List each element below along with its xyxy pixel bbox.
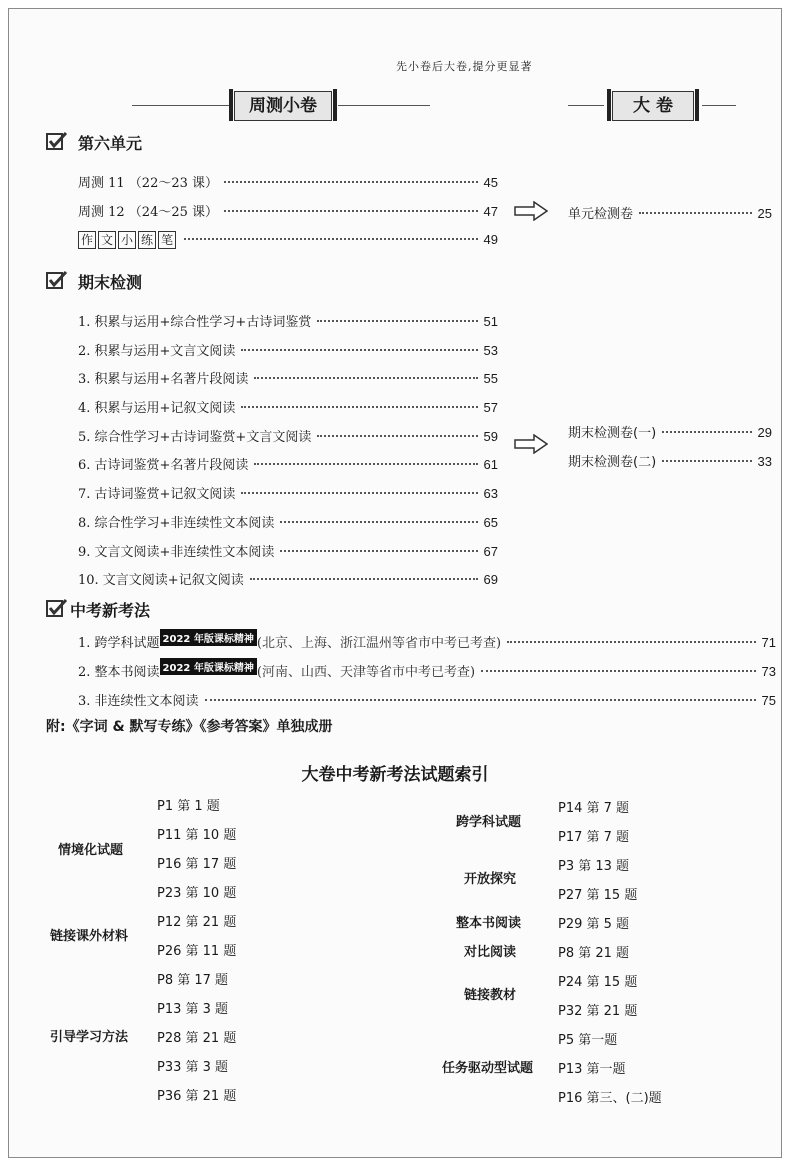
toc-page: 63	[483, 486, 498, 501]
leader-dots	[280, 521, 477, 523]
toc-label: 3. 非连续性文本阅读	[78, 694, 199, 709]
toc-page: 49	[483, 232, 498, 247]
boxed-char: 练	[138, 231, 156, 249]
checkbox-checked-icon	[46, 598, 68, 618]
toc-row	[78, 397, 498, 416]
leader-dots	[481, 670, 756, 672]
toc-label: 期末检测卷(二)	[568, 455, 657, 470]
index-ref: P36 第 21 题	[157, 1089, 237, 1104]
leader-dots	[639, 212, 752, 214]
toc-page: 69	[483, 572, 498, 587]
index-ref: P14 第 7 题	[558, 801, 630, 816]
index-category: 任务驱动型试题	[442, 1061, 534, 1076]
index-category: 整本书阅读	[456, 916, 522, 931]
toc-label: 2. 积累与运用+文言文阅读	[78, 344, 236, 359]
toc-page: 53	[483, 343, 498, 358]
toc-page: 73	[761, 664, 776, 679]
writing-practice-label	[78, 231, 178, 249]
arrow-right-icon	[514, 434, 548, 454]
index-ref: P17 第 7 题	[558, 830, 630, 845]
leader-dots	[250, 578, 478, 580]
toc-row	[78, 368, 498, 387]
leader-dots	[205, 699, 756, 701]
toc-page: 45	[483, 175, 498, 190]
leader-dots	[662, 431, 751, 433]
index-ref: P1 第 1 题	[157, 799, 220, 814]
index-ref: P3 第 13 题	[558, 859, 630, 874]
index-category: 链接课外材料	[50, 929, 129, 944]
leader-dots	[241, 406, 477, 408]
index-ref: P29 第 5 题	[558, 917, 630, 932]
header-rule-right-a	[568, 105, 604, 106]
checkbox-checked-icon	[46, 270, 68, 290]
leader-dots	[224, 210, 478, 212]
toc-label: 10. 文言文阅读+记叙文阅读	[78, 573, 244, 588]
leader-dots	[224, 181, 478, 183]
leader-dots	[317, 320, 477, 322]
leader-dots	[317, 435, 477, 437]
toc-page: 55	[483, 371, 498, 386]
index-ref: P13 第 3 题	[157, 1002, 229, 1017]
toc-row	[78, 483, 498, 502]
index-ref: P23 第 10 题	[157, 886, 237, 901]
index-ref: P11 第 10 题	[157, 828, 237, 843]
index-ref: P5 第一题	[558, 1033, 618, 1048]
index-ref: P16 第 17 题	[157, 857, 237, 872]
big-paper-row	[568, 203, 772, 222]
toc-label: 8. 综合性学习+非连续性文本阅读	[78, 516, 275, 531]
big-paper-row	[568, 451, 772, 470]
index-ref: P12 第 21 题	[157, 915, 237, 930]
toc-page: 33	[757, 454, 772, 469]
index-category: 对比阅读	[464, 945, 517, 960]
boxed-char: 笔	[158, 231, 176, 249]
toc-label: 单元检测卷	[568, 207, 634, 222]
toc-page: 25	[757, 206, 772, 221]
tab-big-paper: 大 卷	[612, 91, 694, 121]
boxed-char: 小	[118, 231, 136, 249]
toc-page: 75	[761, 693, 776, 708]
toc-label	[78, 661, 475, 680]
header-rule-right-b	[702, 105, 736, 106]
toc-label: 周测 11 （22～23 课）	[78, 176, 219, 191]
arrow-right-icon	[514, 201, 548, 221]
toc-page: 47	[483, 204, 498, 219]
toc-page: 29	[757, 425, 772, 440]
tab-weekly-small-paper: 周测小卷	[234, 91, 332, 121]
boxed-char: 作	[78, 231, 96, 249]
index-title: 大卷中考新考法试题索引	[301, 765, 489, 785]
toc-row	[78, 661, 776, 680]
curriculum-badge: 2022 年版课标精神	[160, 629, 257, 646]
item-title: 1. 跨学科试题	[78, 636, 160, 651]
index-ref: P24 第 15 题	[558, 975, 638, 990]
index-category: 引导学习方法	[50, 1030, 129, 1045]
section-title-unit6: 第六单元	[78, 134, 143, 153]
toc-page: 59	[483, 429, 498, 444]
toc-label	[78, 632, 501, 651]
toc-row	[78, 512, 498, 531]
index-category: 开放探究	[464, 872, 517, 887]
index-category: 情境化试题	[58, 843, 124, 858]
index-ref: P28 第 21 题	[157, 1031, 237, 1046]
big-paper-row	[568, 422, 772, 441]
index-ref: P32 第 21 题	[558, 1004, 638, 1019]
toc-page: 61	[483, 457, 498, 472]
toc-label: 3. 积累与运用+名著片段阅读	[78, 372, 249, 387]
curriculum-badge: 2022 年版课标精神	[160, 658, 257, 675]
toc-row	[78, 632, 776, 651]
toc-page: 57	[483, 400, 498, 415]
toc-label: 5. 综合性学习+古诗词鉴赏+文言文阅读	[78, 430, 312, 445]
toc-page: 71	[761, 635, 776, 650]
toc-page: 65	[483, 515, 498, 530]
index-category: 链接教材	[464, 988, 517, 1003]
slogan: 先小卷后大卷,提分更显著	[396, 60, 533, 73]
leader-dots	[184, 238, 477, 240]
leader-dots	[507, 641, 756, 643]
toc-row	[78, 569, 498, 588]
item-title: 2. 整本书阅读	[78, 665, 160, 680]
toc-label: 6. 古诗词鉴赏+名著片段阅读	[78, 458, 249, 473]
leader-dots	[254, 463, 477, 465]
toc-label: 周测 12 （24～25 课）	[78, 205, 219, 220]
index-ref: P27 第 15 题	[558, 888, 638, 903]
toc-label: 4. 积累与运用+记叙文阅读	[78, 401, 236, 416]
item-note: (北京、上海、浙江温州等省市中考已考查)	[256, 636, 502, 651]
toc-label: 7. 古诗词鉴赏+记叙文阅读	[78, 487, 236, 502]
toc-row-writing	[78, 231, 498, 249]
index-ref: P26 第 11 题	[157, 944, 237, 959]
toc-row	[78, 426, 498, 445]
index-ref: P33 第 3 题	[157, 1060, 229, 1075]
index-category: 跨学科试题	[456, 815, 522, 830]
toc-row	[78, 172, 498, 191]
index-ref: P8 第 17 题	[157, 973, 229, 988]
leader-dots	[254, 377, 477, 379]
toc-page: 67	[483, 544, 498, 559]
section-title-zhongkao: 中考新考法	[70, 601, 151, 620]
leader-dots	[241, 492, 477, 494]
index-ref: P16 第三、(二)题	[558, 1091, 662, 1106]
appendix-note: 附:《字词 & 默写专练》《参考答案》单独成册	[46, 719, 333, 735]
toc-row	[78, 541, 498, 560]
toc-row	[78, 454, 498, 473]
leader-dots	[241, 349, 477, 351]
toc-row	[78, 340, 498, 359]
item-note: (河南、山西、天津等省市中考已考查)	[256, 665, 476, 680]
leader-dots	[662, 460, 751, 462]
toc-row	[78, 201, 498, 220]
toc-label: 期末检测卷(一)	[568, 426, 657, 441]
boxed-char: 文	[98, 231, 116, 249]
leader-dots	[280, 550, 477, 552]
toc-row	[78, 311, 498, 330]
toc-label: 9. 文言文阅读+非连续性文本阅读	[78, 545, 275, 560]
toc-label: 1. 积累与运用+综合性学习+古诗词鉴赏	[78, 315, 312, 330]
section-title-final: 期末检测	[78, 273, 143, 292]
index-ref: P8 第 21 题	[558, 946, 630, 961]
toc-page: 51	[483, 314, 498, 329]
header-rule-left-a	[132, 105, 230, 106]
index-ref: P13 第一题	[558, 1062, 626, 1077]
header-rule-left-b	[338, 105, 430, 106]
checkbox-checked-icon	[46, 131, 68, 151]
toc-row	[78, 690, 776, 709]
